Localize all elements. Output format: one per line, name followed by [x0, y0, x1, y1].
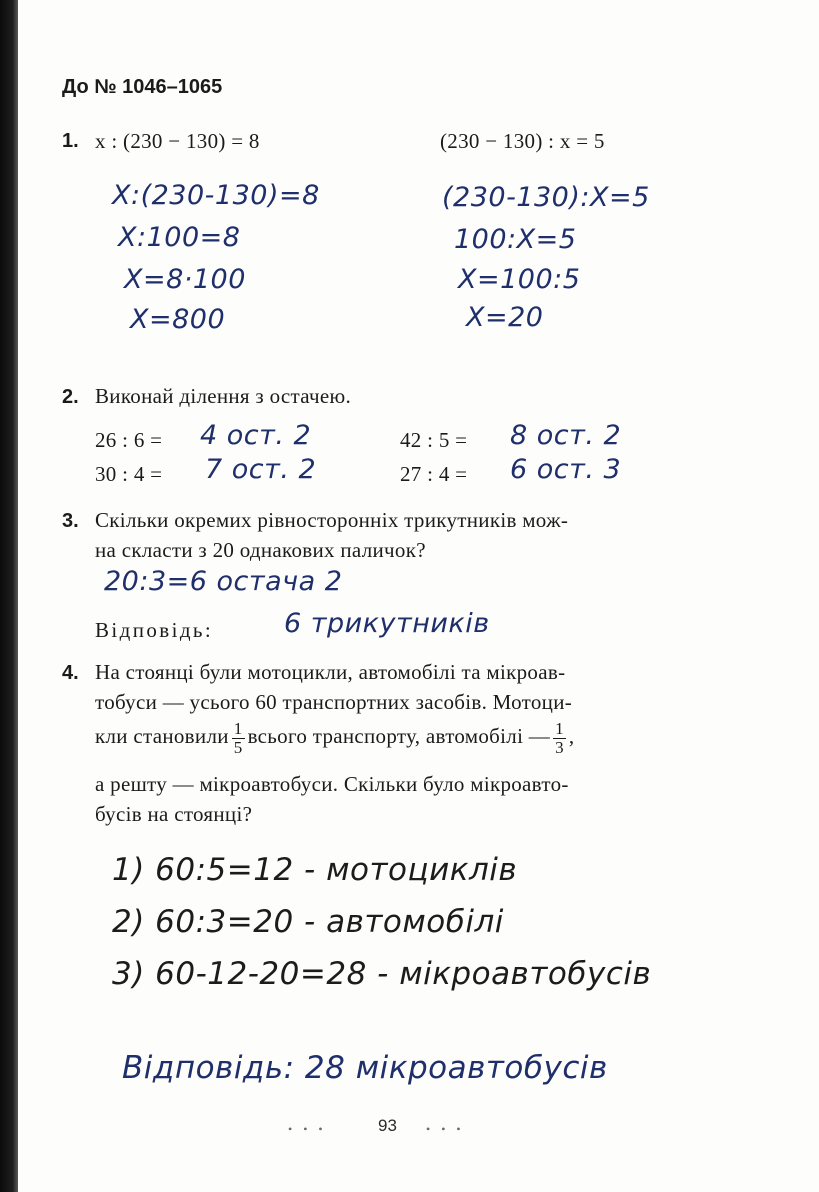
fraction-2-numerator: 1: [555, 718, 564, 738]
section-title: До № 1046–1065: [62, 76, 223, 98]
task-2-answer-1: 4 ост. 2: [200, 420, 312, 451]
fraction-1-numerator: 1: [233, 718, 243, 738]
footer-dots-left: • • •: [288, 1122, 327, 1136]
page-number: 93: [378, 1116, 397, 1135]
book-spine-shadow: [0, 0, 18, 1192]
task-1-equation-right: (230 − 130) : x = 5: [440, 129, 605, 153]
task-2-expr-1: 26 : 6 =: [95, 428, 163, 452]
task-4-hand-step-1: 1) 60:5=12 - мотоциклів: [112, 852, 518, 888]
task-1-number: 1.: [62, 130, 79, 152]
task-4-number: 4.: [62, 662, 79, 684]
task-1-hand-left-2: X:100=8: [118, 222, 241, 253]
fraction-one-fifth: [232, 720, 245, 757]
task-1-equation-left: x : (230 − 130) = 8: [95, 129, 260, 153]
task-1-hand-left-1: X:(230-130)=8: [112, 180, 320, 211]
task-4-hand-answer: Відповідь: 28 мікроавтобусів: [122, 1050, 608, 1086]
task-1-hand-right-1: (230-130):X=5: [442, 182, 650, 213]
task-4-hand-step-3: 3) 60-12-20=28 - мікроавтобусів: [112, 956, 652, 992]
fraction-1-denominator: 5: [233, 737, 243, 757]
task-4-hand-step-2: 2) 60:3=20 - автомобілі: [112, 904, 504, 940]
task-2-expr-2: 42 : 5 =: [400, 428, 468, 452]
fraction-one-third: [553, 720, 566, 757]
task-2-number: 2.: [62, 386, 79, 408]
task-1-hand-right-3: X=100:5: [458, 264, 581, 295]
task-2-expr-4: 27 : 4 =: [400, 462, 468, 486]
task-3-answer-label: Відповідь:: [95, 618, 214, 642]
task-2-prompt: Виконай ділення з остачею.: [95, 384, 352, 408]
task-4-line-2: тобуси — усього 60 транспортних засобів. Мотоци-: [95, 690, 573, 714]
footer-dots-right: • • •: [426, 1122, 465, 1136]
task-1-hand-right-4: X=20: [466, 302, 544, 333]
task-3-hand-calc: 20:3=6 остача 2: [104, 566, 343, 597]
fraction-2-denominator: 3: [555, 737, 564, 757]
task-3-number: 3.: [62, 510, 79, 532]
task-4-line-4: а решту — мікроавтобуси. Скільки було мікроавто-: [95, 772, 569, 796]
task-3-line-1: Скільки окремих рівносторонніх трикутників мож-: [95, 508, 569, 532]
task-4-line-3-a: кли становили: [95, 724, 229, 748]
task-3-line-2: на скласти з 20 однакових паличок?: [95, 538, 426, 562]
task-2-answer-2: 8 ост. 2: [510, 420, 622, 451]
task-1-hand-left-4: X=800: [130, 304, 226, 335]
task-4-line-1: На стоянці були мотоцикли, автомобілі та мікроав-: [95, 660, 566, 684]
task-1-hand-right-2: 100:X=5: [454, 224, 577, 255]
task-4-line-5: бусів на стоянці?: [95, 802, 253, 826]
task-2-answer-3: 7 ост. 2: [205, 454, 317, 485]
task-3-answer-hand: 6 трикутників: [284, 608, 490, 639]
task-2-expr-3: 30 : 4 =: [95, 462, 163, 486]
task-1-hand-left-3: X=8·100: [124, 264, 246, 295]
task-4-line-3-c: ,: [568, 724, 575, 748]
task-2-answer-4: 6 ост. 3: [510, 454, 622, 485]
task-4-line-3-b: всього транспорту, автомобілі —: [247, 724, 551, 748]
task-4-line-3: [95, 716, 574, 757]
